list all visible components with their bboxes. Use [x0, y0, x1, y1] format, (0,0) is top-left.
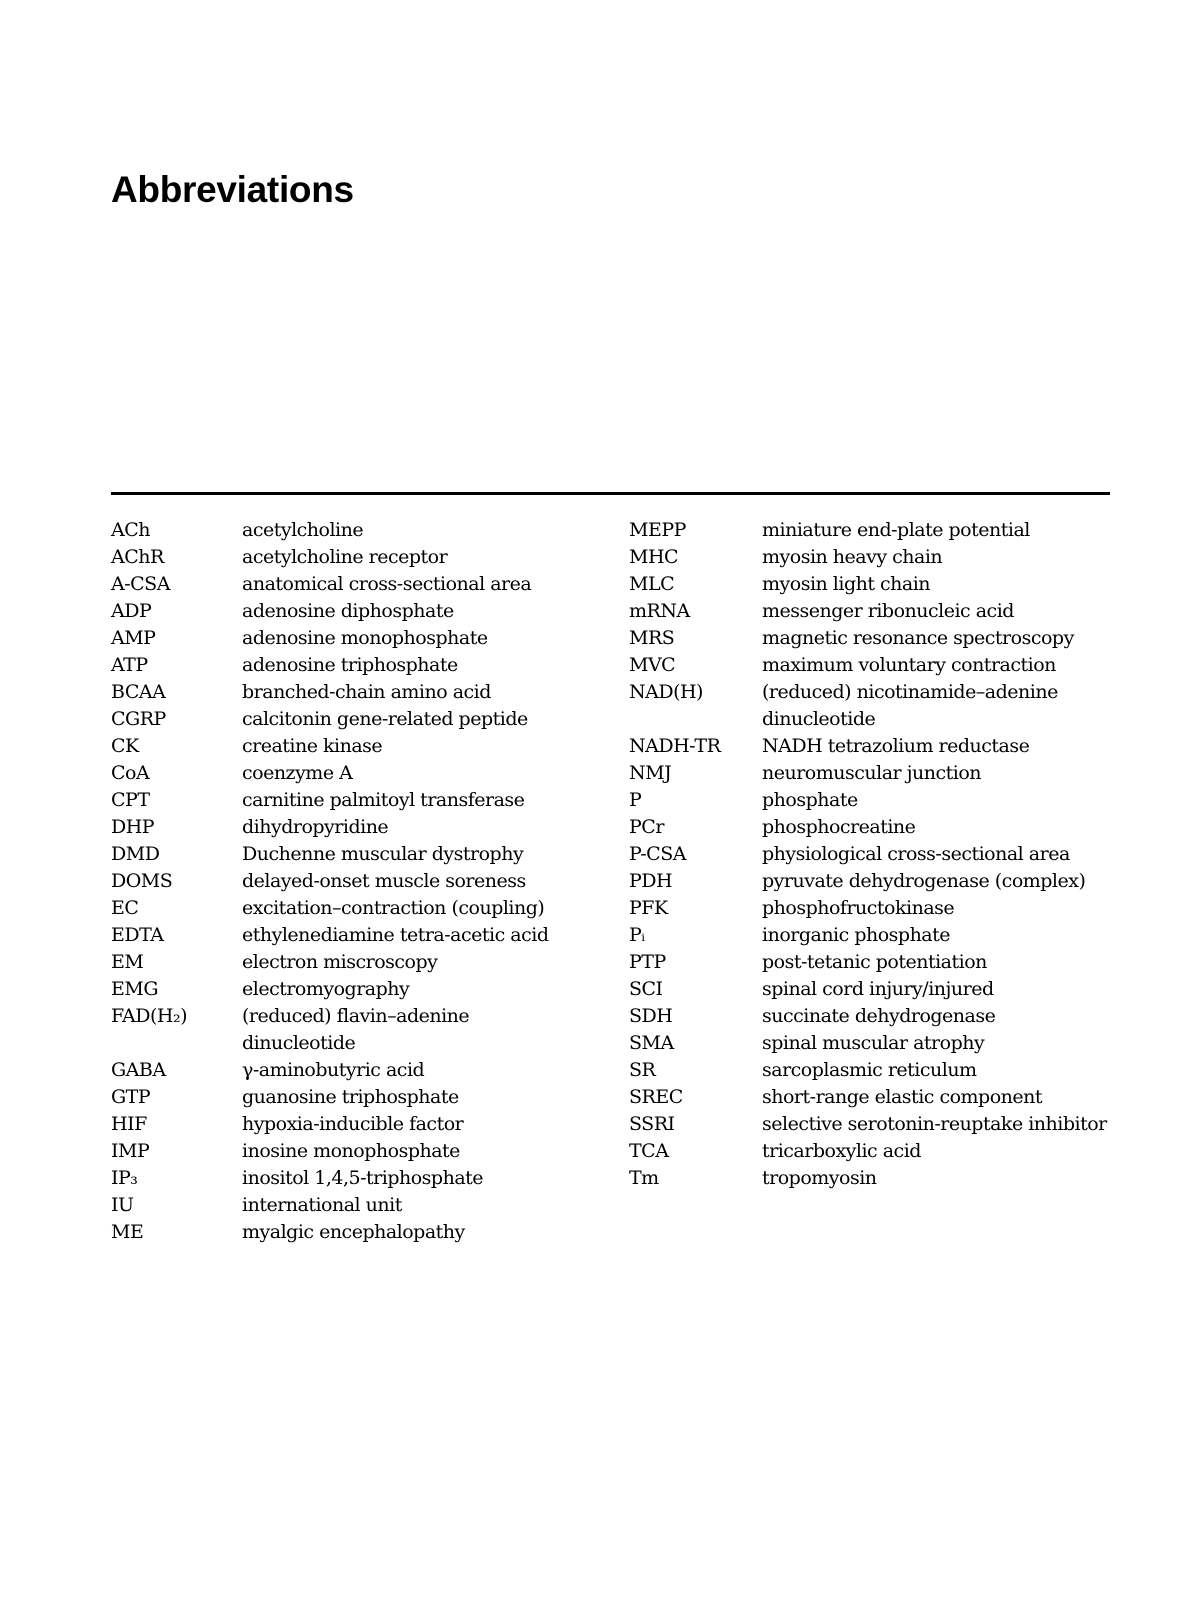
- abbreviation-term: mRNA: [629, 600, 690, 622]
- abbreviation-term: A-CSA: [111, 573, 170, 595]
- abbreviation-definition: spinal cord injury/injured: [762, 978, 994, 1000]
- abbreviation-entry: [629, 1165, 1169, 1192]
- abbreviation-entry: [111, 841, 581, 868]
- abbreviation-entry: [629, 1111, 1169, 1138]
- abbreviation-term: P: [629, 789, 642, 811]
- abbreviation-entry: [629, 733, 1169, 760]
- abbreviation-term: Pᵢ: [629, 924, 645, 946]
- abbreviation-entry: [629, 895, 1169, 922]
- abbreviation-definition: myalgic encephalopathy: [242, 1221, 465, 1243]
- abbreviation-term: DHP: [111, 816, 155, 838]
- abbreviation-term: MVC: [629, 654, 676, 676]
- abbreviation-term: IP₃: [111, 1167, 138, 1189]
- abbreviation-definition: (reduced) nicotinamide–adenine dinucleotide: [762, 681, 1058, 730]
- abbreviation-term: P-CSA: [629, 843, 686, 865]
- abbreviation-entry: [111, 544, 581, 571]
- abbreviation-entry: [629, 1138, 1169, 1165]
- abbreviation-definition: physiological cross-sectional area: [762, 843, 1070, 865]
- abbreviation-term: CPT: [111, 789, 150, 811]
- abbreviation-entry: [629, 787, 1169, 814]
- abbreviation-entry: [111, 733, 581, 760]
- abbreviation-term: NADH-TR: [629, 735, 721, 757]
- abbreviation-entry: [629, 679, 1169, 733]
- abbreviation-definition: post-tetanic potentiation: [762, 951, 987, 973]
- abbreviation-entry: [111, 1192, 581, 1219]
- abbreviation-term: MLC: [629, 573, 675, 595]
- abbreviation-entry: [111, 679, 581, 706]
- abbreviation-definition: dihydropyridine: [242, 816, 389, 838]
- abbreviation-entry: [629, 625, 1169, 652]
- abbreviation-definition: acetylcholine: [242, 519, 364, 541]
- abbreviation-term: MHC: [629, 546, 679, 568]
- abbreviation-definition: anatomical cross-sectional area: [242, 573, 532, 595]
- abbreviation-entry: [629, 841, 1169, 868]
- abbreviation-term: CK: [111, 735, 139, 757]
- abbreviation-term: EM: [111, 951, 144, 973]
- abbreviation-definition: delayed-onset muscle soreness: [242, 870, 526, 892]
- abbreviation-entry: [629, 1084, 1169, 1111]
- abbreviation-definition: phosphofructokinase: [762, 897, 955, 919]
- abbreviation-definition: adenosine monophosphate: [242, 627, 488, 649]
- abbreviation-entry: [629, 1030, 1169, 1057]
- abbreviation-entry: [111, 598, 581, 625]
- abbreviation-term: BCAA: [111, 681, 166, 703]
- abbreviation-definition: short-range elastic component: [762, 1086, 1042, 1108]
- abbreviation-term: SCI: [629, 978, 663, 1000]
- abbreviation-term: SSRI: [629, 1113, 675, 1135]
- abbreviation-entry: [111, 1111, 581, 1138]
- abbreviation-entry: [111, 1219, 581, 1246]
- abbreviation-definition: international unit: [242, 1194, 402, 1216]
- abbreviation-entry: [111, 1003, 581, 1057]
- abbreviation-definition: NADH tetrazolium reductase: [762, 735, 1030, 757]
- abbreviation-definition: acetylcholine receptor: [242, 546, 448, 568]
- abbreviation-entry: [629, 760, 1169, 787]
- abbreviation-entry: [111, 760, 581, 787]
- abbreviation-entry: [111, 868, 581, 895]
- abbreviation-entry: [111, 949, 581, 976]
- abbreviation-definition: myosin heavy chain: [762, 546, 943, 568]
- abbreviation-term: MRS: [629, 627, 675, 649]
- abbreviation-definition: inorganic phosphate: [762, 924, 951, 946]
- abbreviation-term: CoA: [111, 762, 150, 784]
- abbreviation-definition: inosine monophosphate: [242, 1140, 460, 1162]
- abbreviation-term: PFK: [629, 897, 668, 919]
- abbreviation-entry: [629, 814, 1169, 841]
- abbreviation-term: PCr: [629, 816, 664, 838]
- abbreviation-entry: [629, 1057, 1169, 1084]
- abbreviation-entry: [111, 571, 581, 598]
- abbreviation-term: ATP: [111, 654, 148, 676]
- abbreviation-definition: magnetic resonance spectroscopy: [762, 627, 1074, 649]
- abbreviation-term: PDH: [629, 870, 673, 892]
- abbreviation-entry: [111, 625, 581, 652]
- abbreviation-definition: myosin light chain: [762, 573, 931, 595]
- abbreviation-term: SDH: [629, 1005, 673, 1027]
- abbreviation-definition: γ-aminobutyric acid: [242, 1059, 425, 1081]
- abbreviation-entry: [111, 1138, 581, 1165]
- abbreviation-definition: maximum voluntary contraction: [762, 654, 1056, 676]
- abbreviation-term: NAD(H): [629, 681, 703, 703]
- abbreviation-definition: neuromuscular junction: [762, 762, 982, 784]
- abbreviation-definition: spinal muscular atrophy: [762, 1032, 985, 1054]
- abbreviation-entry: [111, 922, 581, 949]
- abbreviation-definition: miniature end-plate potential: [762, 519, 1030, 541]
- horizontal-rule: [111, 492, 1110, 495]
- page-title: Abbreviations: [111, 169, 354, 210]
- abbreviation-term: HIF: [111, 1113, 147, 1135]
- abbreviation-definition: phosphate: [762, 789, 858, 811]
- abbreviation-term: NMJ: [629, 762, 672, 784]
- abbreviation-definition: tricarboxylic acid: [762, 1140, 921, 1162]
- abbreviation-term: MEPP: [629, 519, 686, 541]
- abbreviation-entry: [629, 868, 1169, 895]
- abbreviation-definition: electromyography: [242, 978, 410, 1000]
- abbreviation-entry: [629, 517, 1169, 544]
- abbreviation-term: FAD(H₂): [111, 1005, 187, 1027]
- abbreviation-definition: excitation–contraction (coupling): [242, 897, 545, 919]
- abbreviation-term: SR: [629, 1059, 656, 1081]
- abbreviation-term: IMP: [111, 1140, 150, 1162]
- abbreviation-list-right: [629, 517, 1169, 1192]
- abbreviation-term: DMD: [111, 843, 160, 865]
- abbreviation-definition: selective serotonin-reuptake inhibitor: [762, 1113, 1107, 1135]
- abbreviation-entry: [111, 1165, 581, 1192]
- abbreviation-definition: succinate dehydrogenase: [762, 1005, 996, 1027]
- abbreviation-term: AChR: [111, 546, 164, 568]
- abbreviation-definition: guanosine triphosphate: [242, 1086, 459, 1108]
- abbreviation-term: IU: [111, 1194, 134, 1216]
- abbreviation-term: Tm: [629, 1167, 659, 1189]
- abbreviation-definition: phosphocreatine: [762, 816, 916, 838]
- abbreviation-entry: [111, 1057, 581, 1084]
- abbreviation-definition: hypoxia-inducible factor: [242, 1113, 464, 1135]
- abbreviation-definition: ethylenediamine tetra-acetic acid: [242, 924, 549, 946]
- abbreviation-term: TCA: [629, 1140, 669, 1162]
- abbreviation-term: ACh: [111, 519, 150, 541]
- abbreviation-term: EMG: [111, 978, 159, 1000]
- abbreviation-entry: [111, 895, 581, 922]
- abbreviation-term: SREC: [629, 1086, 683, 1108]
- abbreviation-term: DOMS: [111, 870, 173, 892]
- abbreviation-definition: adenosine triphosphate: [242, 654, 458, 676]
- abbreviation-definition: branched-chain amino acid: [242, 681, 491, 703]
- abbreviation-entry: [111, 652, 581, 679]
- abbreviation-definition: sarcoplasmic reticulum: [762, 1059, 977, 1081]
- abbreviation-entry: [629, 1003, 1169, 1030]
- abbreviation-entry: [111, 814, 581, 841]
- abbreviation-definition: creatine kinase: [242, 735, 383, 757]
- abbreviation-entry: [629, 652, 1169, 679]
- abbreviation-entry: [111, 706, 581, 733]
- abbreviation-entry: [629, 544, 1169, 571]
- abbreviation-definition: pyruvate dehydrogenase (complex): [762, 870, 1086, 892]
- abbreviation-term: CGRP: [111, 708, 166, 730]
- abbreviation-term: ADP: [111, 600, 152, 622]
- abbreviation-entry: [111, 517, 581, 544]
- abbreviation-definition: Duchenne muscular dystrophy: [242, 843, 524, 865]
- abbreviation-definition: tropomyosin: [762, 1167, 877, 1189]
- abbreviation-entry: [629, 598, 1169, 625]
- abbreviation-definition: electron miscroscopy: [242, 951, 438, 973]
- abbreviation-term: EC: [111, 897, 139, 919]
- abbreviation-definition: coenzyme A: [242, 762, 353, 784]
- abbreviation-definition: (reduced) flavin–adenine dinucleotide: [242, 1005, 470, 1054]
- abbreviation-term: GTP: [111, 1086, 151, 1108]
- abbreviation-term: EDTA: [111, 924, 164, 946]
- abbreviation-term: AMP: [111, 627, 156, 649]
- abbreviation-entry: [629, 922, 1169, 949]
- abbreviation-term: SMA: [629, 1032, 674, 1054]
- abbreviation-definition: calcitonin gene-related peptide: [242, 708, 528, 730]
- abbreviation-entry: [629, 949, 1169, 976]
- abbreviation-term: GABA: [111, 1059, 166, 1081]
- abbreviation-term: PTP: [629, 951, 666, 973]
- abbreviation-definition: adenosine diphosphate: [242, 600, 454, 622]
- abbreviation-definition: inositol 1,4,5-triphosphate: [242, 1167, 484, 1189]
- abbreviation-entry: [111, 787, 581, 814]
- abbreviation-term: ME: [111, 1221, 144, 1243]
- abbreviation-definition: messenger ribonucleic acid: [762, 600, 1014, 622]
- abbreviation-entry: [629, 571, 1169, 598]
- abbreviation-definition: carnitine palmitoyl transferase: [242, 789, 525, 811]
- abbreviation-entry: [629, 976, 1169, 1003]
- abbreviation-entry: [111, 1084, 581, 1111]
- abbreviation-list-left: [111, 517, 581, 1246]
- abbreviation-entry: [111, 976, 581, 1003]
